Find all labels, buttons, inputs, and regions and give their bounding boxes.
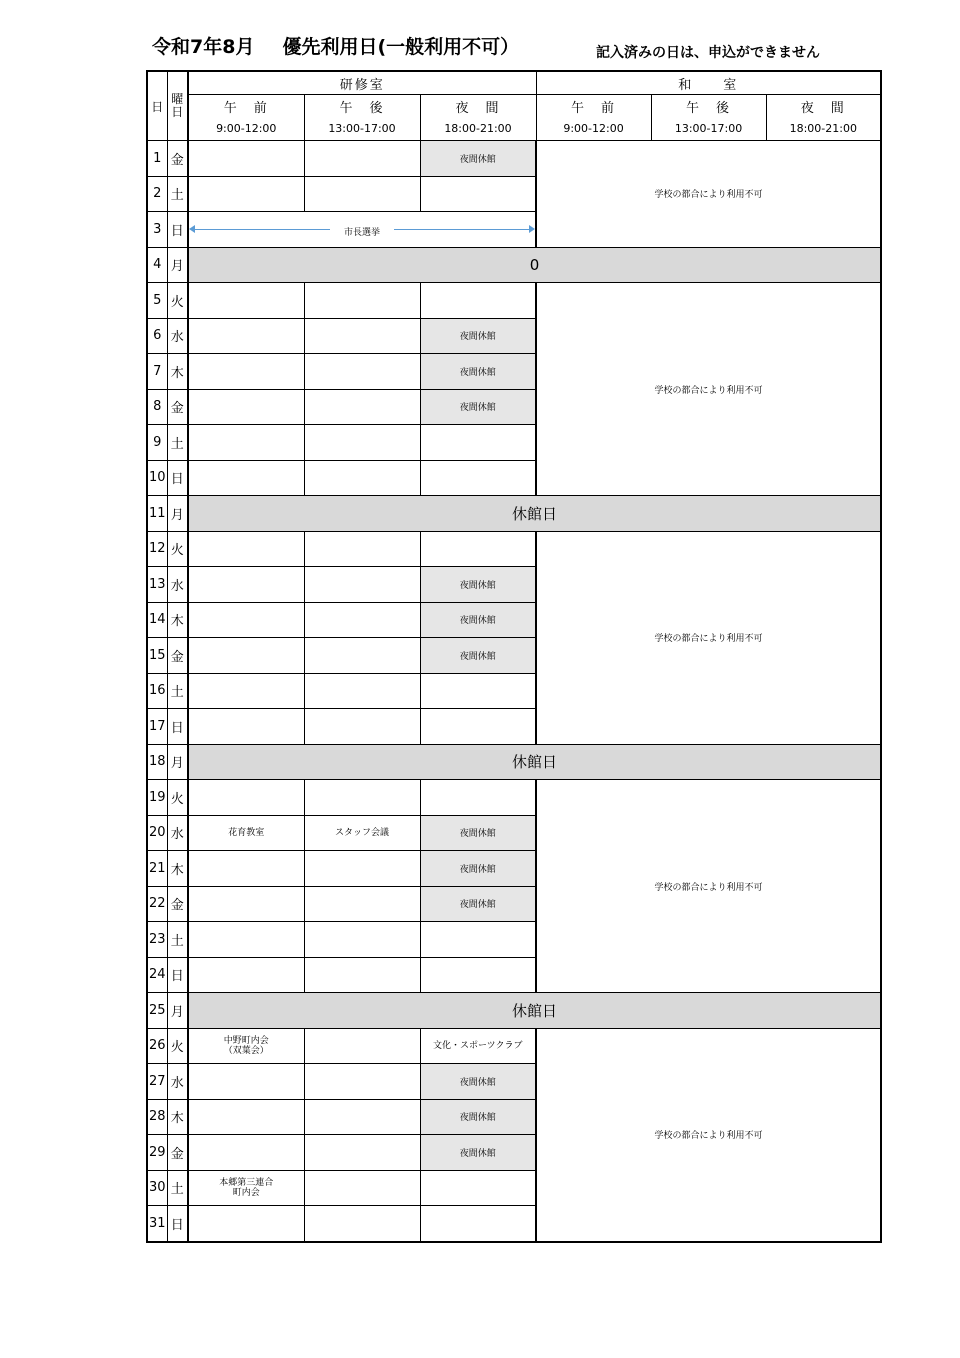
day-of-week: 月 [167,993,188,1029]
washitsu-unavailable-cell: 学校の都合により利用不可 [536,780,881,993]
kenshu-pm-cell[interactable] [304,1135,420,1171]
kenshu-am-cell[interactable] [188,1206,304,1242]
kenshu-night-cell[interactable] [420,673,536,709]
header-kenshu-pm-time: 13:00-17:00 [304,117,420,141]
kenshu-night-cell[interactable] [420,1206,536,1242]
day-number: 8 [147,389,167,425]
closed-day-cell: 0 [188,247,881,283]
day-number: 23 [147,922,167,958]
kenshu-pm-cell[interactable] [304,460,420,496]
day-of-week: 日 [167,212,188,248]
day-of-week: 木 [167,1099,188,1135]
kenshu-am-cell[interactable] [188,922,304,958]
closed-day-cell: 休館日 [188,744,881,780]
arrow-right-icon [529,225,535,233]
kenshu-am-cell[interactable] [188,673,304,709]
kenshu-night-cell: 夜間休館 [420,1064,536,1100]
kenshu-night-cell[interactable] [420,425,536,461]
kenshu-pm-cell[interactable] [304,283,420,319]
day-number: 1 [147,141,167,177]
kenshu-am-cell[interactable] [188,531,304,567]
day-of-week: 水 [167,318,188,354]
kenshu-night-cell[interactable] [420,1170,536,1206]
day-number: 9 [147,425,167,461]
day-number: 13 [147,567,167,603]
day-of-week: 金 [167,638,188,674]
kenshu-am-cell[interactable]: 本郷第三連合 町内会 [188,1170,304,1206]
header-day: 日 [147,71,167,141]
table-row [147,744,881,780]
day-of-week: 金 [167,1135,188,1171]
kenshu-am-cell[interactable] [188,886,304,922]
kenshu-pm-cell[interactable] [304,1170,420,1206]
day-number: 14 [147,602,167,638]
kenshu-am-cell[interactable] [188,1064,304,1100]
day-number: 7 [147,354,167,390]
kenshu-am-cell[interactable] [188,389,304,425]
day-number: 20 [147,815,167,851]
day-number: 12 [147,531,167,567]
kenshu-pm-cell[interactable] [304,673,420,709]
kenshu-pm-cell[interactable] [304,141,420,177]
kenshu-night-cell: 夜間休館 [420,141,536,177]
day-of-week: 水 [167,815,188,851]
kenshu-night-cell: 夜間休館 [420,815,536,851]
kenshu-night-cell[interactable] [420,460,536,496]
closed-day-cell: 休館日 [188,993,881,1029]
header-washitsu-night: 夜 間 [766,95,881,118]
kenshu-pm-cell[interactable] [304,851,420,887]
day-of-week: 土 [167,673,188,709]
table-row [147,531,881,567]
kenshu-night-cell[interactable] [420,283,536,319]
kenshu-night-cell[interactable] [420,176,536,212]
kenshu-night-cell: 夜間休館 [420,389,536,425]
day-of-week: 日 [167,1206,188,1242]
kenshu-pm-cell[interactable] [304,176,420,212]
kenshu-night-cell: 夜間休館 [420,1135,536,1171]
closed-day-cell: 休館日 [188,496,881,532]
table-row [147,141,881,177]
kenshu-night-cell: 文化・スポーツクラブ [420,1028,536,1064]
day-of-week: 金 [167,389,188,425]
day-of-week: 土 [167,922,188,958]
schedule-table [146,70,882,1243]
day-of-week: 火 [167,780,188,816]
kenshu-night-cell: 夜間休館 [420,851,536,887]
header-dow: 曜日 [167,71,188,141]
kenshu-night-cell[interactable] [420,709,536,745]
day-number: 22 [147,886,167,922]
day-number: 17 [147,709,167,745]
day-number: 19 [147,780,167,816]
election-span-cell [188,212,536,248]
day-of-week: 火 [167,531,188,567]
kenshu-night-cell: 夜間休館 [420,886,536,922]
day-of-week: 日 [167,957,188,993]
washitsu-unavailable-cell: 学校の都合により利用不可 [536,283,881,496]
header-kenshu-night: 夜 間 [420,95,536,118]
kenshu-night-cell: 夜間休館 [420,567,536,603]
day-number: 11 [147,496,167,532]
kenshu-pm-cell[interactable] [304,425,420,461]
kenshu-pm-cell[interactable] [304,1206,420,1242]
day-number: 16 [147,673,167,709]
kenshu-am-cell[interactable] [188,780,304,816]
kenshu-am-cell[interactable] [188,1099,304,1135]
day-number: 18 [147,744,167,780]
day-of-week: 土 [167,425,188,461]
kenshu-pm-cell[interactable] [304,1099,420,1135]
day-of-week: 土 [167,176,188,212]
kenshu-pm-cell[interactable] [304,638,420,674]
day-of-week: 日 [167,460,188,496]
day-number: 29 [147,1135,167,1171]
kenshu-pm-cell[interactable] [304,318,420,354]
election-label: 市長選挙 [330,228,394,238]
day-number: 2 [147,176,167,212]
kenshu-pm-cell[interactable] [304,1064,420,1100]
kenshu-am-cell[interactable] [188,354,304,390]
kenshu-pm-cell[interactable] [304,602,420,638]
day-number: 30 [147,1170,167,1206]
kenshu-am-cell[interactable] [188,567,304,603]
kenshu-pm-cell[interactable] [304,709,420,745]
kenshu-am-cell[interactable] [188,141,304,177]
header-room-washitsu: 和 室 [536,71,881,95]
day-of-week: 金 [167,141,188,177]
table-row [147,1028,881,1064]
table-row [147,247,881,283]
header-washitsu-pm-time: 13:00-17:00 [651,117,766,141]
kenshu-am-cell[interactable] [188,709,304,745]
kenshu-pm-cell[interactable] [304,1028,420,1064]
day-of-week: 木 [167,602,188,638]
kenshu-am-cell[interactable] [188,638,304,674]
day-number: 28 [147,1099,167,1135]
kenshu-pm-cell[interactable] [304,567,420,603]
arrow-left-icon [189,225,195,233]
kenshu-am-cell[interactable]: 中野町内会 （双葉会） [188,1028,304,1064]
table-row [147,993,881,1029]
washitsu-unavailable-cell: 学校の都合により利用不可 [536,531,881,744]
title-month: 令和7年8月 [152,36,255,58]
kenshu-am-cell[interactable] [188,318,304,354]
kenshu-night-cell[interactable] [420,957,536,993]
day-number: 24 [147,957,167,993]
kenshu-am-cell[interactable] [188,1135,304,1171]
kenshu-am-cell[interactable] [188,851,304,887]
kenshu-night-cell[interactable] [420,531,536,567]
kenshu-am-cell[interactable] [188,602,304,638]
day-number: 15 [147,638,167,674]
day-of-week: 月 [167,496,188,532]
kenshu-am-cell[interactable] [188,957,304,993]
kenshu-night-cell: 夜間休館 [420,1099,536,1135]
header-washitsu-pm: 午 後 [651,95,766,118]
kenshu-pm-cell[interactable] [304,922,420,958]
kenshu-am-cell[interactable] [188,176,304,212]
kenshu-pm-cell[interactable] [304,531,420,567]
header-kenshu-am: 午 前 [188,95,304,118]
day-number: 25 [147,993,167,1029]
header-kenshu-night-time: 18:00-21:00 [420,117,536,141]
day-number: 10 [147,460,167,496]
header-washitsu-am: 午 前 [536,95,651,118]
day-of-week: 木 [167,354,188,390]
kenshu-pm-cell[interactable]: スタッフ会議 [304,815,420,851]
day-number: 6 [147,318,167,354]
kenshu-am-cell[interactable] [188,425,304,461]
washitsu-unavailable-cell: 学校の都合により利用不可 [536,1028,881,1242]
kenshu-night-cell[interactable] [420,780,536,816]
header-kenshu-am-time: 9:00-12:00 [188,117,304,141]
kenshu-pm-cell[interactable] [304,886,420,922]
page-title [152,32,519,59]
day-number: 31 [147,1206,167,1242]
day-of-week: 木 [167,851,188,887]
day-number: 4 [147,247,167,283]
table-row [147,496,881,532]
day-number: 27 [147,1064,167,1100]
day-of-week: 水 [167,567,188,603]
table-row [147,780,881,816]
day-of-week: 水 [167,1064,188,1100]
kenshu-night-cell: 夜間休館 [420,602,536,638]
header-washitsu-night-time: 18:00-21:00 [766,117,881,141]
kenshu-night-cell: 夜間休館 [420,318,536,354]
booking-note: 記入済みの日は、申込ができません [596,45,820,61]
day-number: 5 [147,283,167,319]
day-number: 21 [147,851,167,887]
header-kenshu-pm: 午 後 [304,95,420,118]
day-of-week: 月 [167,744,188,780]
washitsu-unavailable-cell: 学校の都合により利用不可 [536,141,881,248]
day-of-week: 日 [167,709,188,745]
table-row [147,283,881,319]
kenshu-night-cell[interactable] [420,922,536,958]
kenshu-am-cell[interactable]: 花育教室 [188,815,304,851]
kenshu-pm-cell[interactable] [304,354,420,390]
header-washitsu-am-time: 9:00-12:00 [536,117,651,141]
title-purpose: 優先利用日(一般利用不可） [282,36,520,58]
kenshu-pm-cell[interactable] [304,957,420,993]
day-of-week: 金 [167,886,188,922]
day-of-week: 月 [167,247,188,283]
day-of-week: 火 [167,1028,188,1064]
day-number: 26 [147,1028,167,1064]
kenshu-am-cell[interactable] [188,283,304,319]
kenshu-pm-cell[interactable] [304,389,420,425]
day-number: 3 [147,212,167,248]
kenshu-night-cell: 夜間休館 [420,354,536,390]
kenshu-night-cell: 夜間休館 [420,638,536,674]
kenshu-pm-cell[interactable] [304,780,420,816]
day-of-week: 火 [167,283,188,319]
day-of-week: 土 [167,1170,188,1206]
kenshu-am-cell[interactable] [188,460,304,496]
header-room-kenshu: 研修室 [188,71,536,95]
